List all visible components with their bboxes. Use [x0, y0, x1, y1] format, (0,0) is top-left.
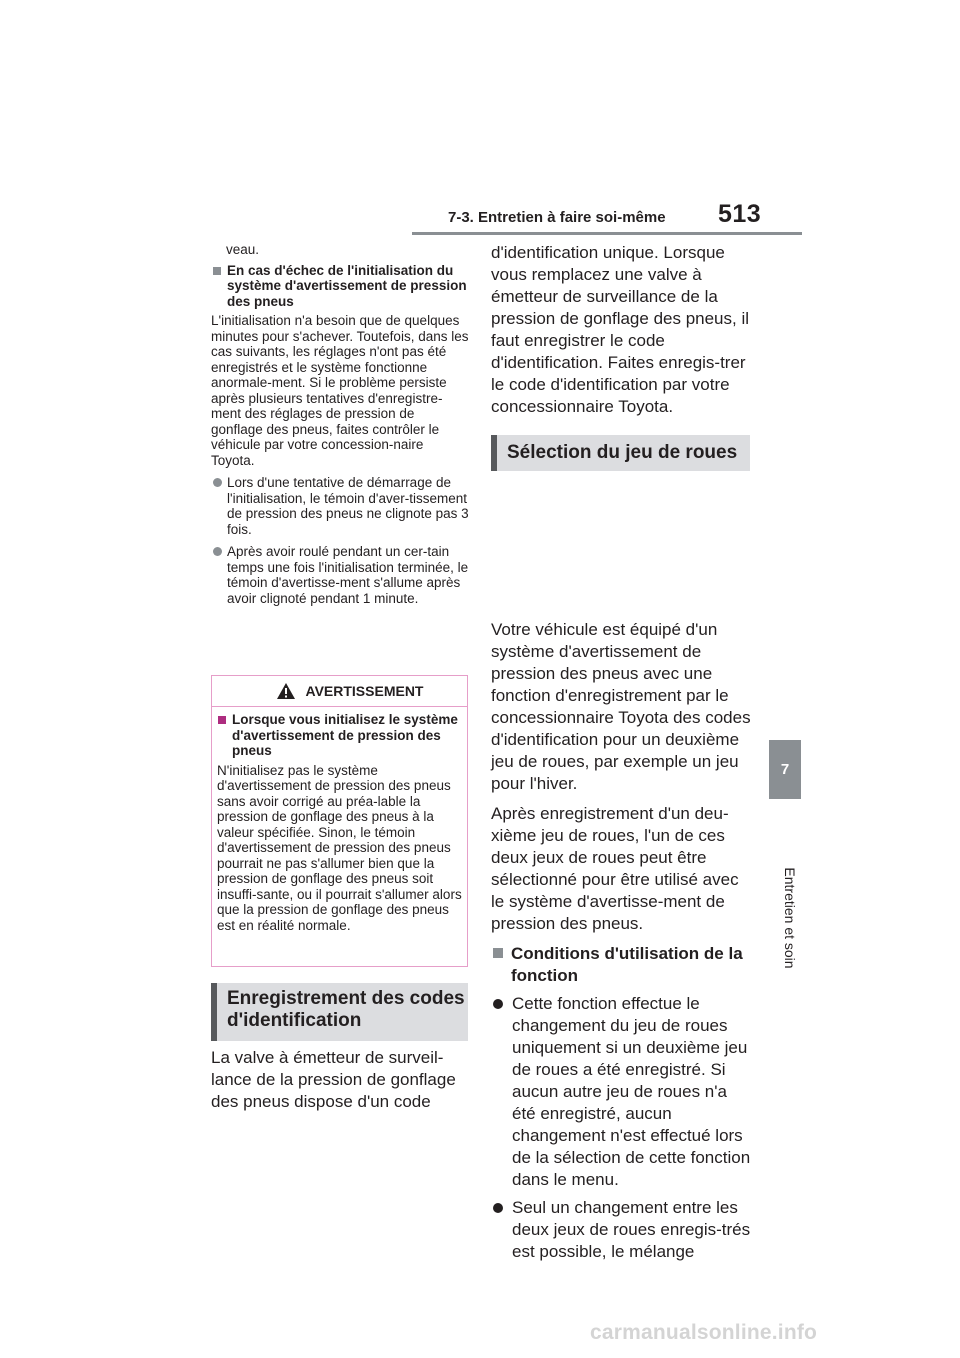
- warning-header: [212, 676, 467, 707]
- warning-box: [211, 675, 468, 967]
- subheading-text: En cas d'échec de l'initialisation du système d'avertissement de pression des pneus: [227, 262, 467, 309]
- watermark-text: carmanualsonline.info: [590, 1321, 818, 1344]
- section-heading: Enregistrement des codes d'identification: [211, 983, 468, 1041]
- section-heading: Sélection du jeu de roues: [491, 435, 750, 471]
- warning-text: N'initialisez pas le système d'avertissement de pression des pneus sans avoir corrigé au préa-lable la pression de gonflage des pneus à la valeur spécifiée. Sinon, le témoin d'avertissement de pression des pneus pourrait ne pas s'allumer bien que la pression de gonflage des pneus soit insuffi-sante, ou il pourrait s'allumer alors que la pression de gonflage des pneus est en réalité normale.: [217, 762, 462, 933]
- paragraph: La valve à émetteur de surveil-lance de la pression de gonflage des pneus dispose d'un code: [211, 1048, 456, 1111]
- paragraph: L'initialisation n'a besoin que de quelques minutes pour s'achever. Toutefois, dans les cas suivants, les réglages n'ont pas été enregistrés et le système fonctionne anormale-ment. Si le problème persiste après plusieurs tentatives d'enregistre-ment des réglages de pression de gonflage des pneus, faites contrôler le véhicule par votre concession-naire Toyota.: [211, 313, 469, 468]
- list-item: [211, 475, 469, 537]
- warning-body: [212, 707, 467, 933]
- subheading: [211, 263, 469, 310]
- circle-bullet-icon: [213, 478, 222, 487]
- circle-bullet-icon: [493, 1203, 503, 1213]
- list-item-text: Lors d'une tentative de démarrage de l'initialisation, le témoin d'aver-tissement de pression des pneus ne clignote pas 3 fois.: [227, 475, 469, 537]
- chapter-title-vertical: Entretien et soin: [782, 867, 798, 969]
- list-item-text: Seul un changement entre les deux jeux de roues enregis-trés est possible, le mélange: [512, 1198, 751, 1261]
- square-bullet-icon: [493, 948, 503, 958]
- warning-subheading: [217, 712, 462, 759]
- paragraph: d'identification unique. Lorsque vous remplacez une valve à émetteur de surveillance de la pression de gonflage des pneus, il faut enregistrer le code d'identification. Faites enregis-trer le code d'identification par votre concessionnaire Toyota.: [491, 243, 750, 416]
- list-item: [491, 1197, 753, 1263]
- square-bullet-icon: [213, 267, 221, 275]
- list-item-text: Cette fonction effectue le changement du jeu de roues uniquement si un deuxième jeu de roues a été enregistré. Si aucun autre jeu de roues n'a été enregistré, aucun changement n'est effectué lors de la sélection de cette fonction dans le menu.: [512, 994, 751, 1189]
- page-number: 513: [718, 200, 762, 228]
- section-paragraph: [211, 1047, 471, 1113]
- list-item: [491, 993, 753, 1191]
- subheading-text: Conditions d'utilisation de la fonction: [511, 944, 743, 985]
- list-item-text: Après avoir roulé pendant un cer-tain temps une fois l'initialisation terminée, le témoin d'avertisse-ment s'allume après avoir clignoté pendant 1 minute.: [227, 544, 469, 606]
- paragraph: Votre véhicule est équipé d'un système d'avertissement de pression des pneus avec une fonction d'enregistrement par le concessionnaire Toyota des codes d'identification pour un deuxième jeu de roues, par exemple un jeu pour l'hiver.: [491, 620, 751, 793]
- circle-bullet-icon: [213, 547, 222, 556]
- square-bullet-icon: [218, 716, 226, 724]
- list-item: [211, 544, 469, 606]
- header-rule: [412, 232, 802, 235]
- subheading: [491, 943, 753, 987]
- warning-title: AVERTISSEMENT: [305, 683, 424, 699]
- chapter-tab: 7: [769, 740, 801, 799]
- warning-subheading-text: Lorsque vous initialisez le système d'avertissement de pression des pneus: [232, 712, 458, 758]
- paragraph: Après enregistrement d'un deu-xième jeu de roues, l'un de ces deux jeux de roues peut être sélectionné pour être utilisé avec le système d'avertisse-ment de pression des pneus.: [491, 804, 739, 933]
- circle-bullet-icon: [493, 999, 503, 1009]
- section-header: 7-3. Entretien à faire soi-même: [448, 209, 666, 226]
- left-column: [211, 242, 469, 613]
- right-column: [491, 242, 753, 1269]
- warning-triangle-icon: [276, 682, 296, 700]
- continued-text: veau.: [226, 242, 260, 257]
